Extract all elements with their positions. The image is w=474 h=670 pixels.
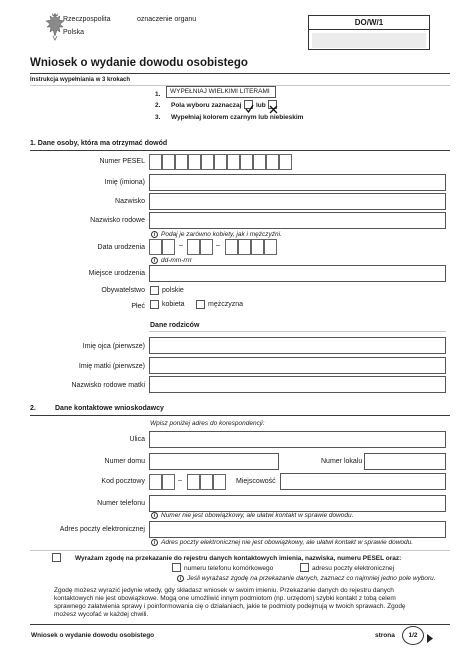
address-hint: Wpisz poniżej adres do korespondencji:: [150, 420, 265, 427]
info-icon: i: [151, 231, 158, 238]
birth-date-label: Data urodzenia: [97, 244, 145, 251]
family-name-hint: Podaj je zarówno kobiety, jak i mężczyźni.: [161, 231, 282, 238]
email-field[interactable]: [149, 521, 446, 538]
form-title: Wniosek o wydanie dowodu osobistego: [30, 57, 248, 69]
date-dash-1: –: [179, 242, 183, 249]
consent-email-label: adresu poczty elektronicznej: [312, 565, 395, 572]
consent-checkbox[interactable]: [52, 553, 61, 562]
email-hint: Adres poczty elektronicznej nie jest obowiązkowy, ale ułatwi kontakt w sprawie dowodu.: [161, 539, 414, 546]
house-number-field[interactable]: [149, 453, 279, 470]
example-cross-box: [268, 100, 277, 109]
postal-code-label: Kod pocztowy: [101, 478, 145, 485]
postal-code-field[interactable]: [149, 474, 239, 490]
citizenship-label: Obywatelstwo: [101, 287, 145, 294]
surname-field[interactable]: [149, 193, 446, 210]
section2-heading: Dane kontaktowe wnioskodawcy: [55, 405, 164, 412]
father-name-label: Imię ojca (pierwsze): [82, 343, 145, 350]
date-dash-2: –: [216, 242, 220, 249]
consent-phone-label: numeru telefonu komórkowego: [184, 565, 274, 572]
first-names-label: Imię (imiona): [104, 179, 145, 186]
street-field[interactable]: [149, 431, 446, 448]
house-number-label: Numer domu: [104, 458, 145, 465]
phone-hint: Numer nie jest obowiązkowy, ale ułatwi kontakt w sprawie dowodu.: [161, 512, 354, 519]
consent-paragraph-line2: kontaktowych nie jest obowiązkowe. Mogą one umożliwić innym podmiotom (np. urzędom) szybki kontakt z tobą celem: [54, 595, 396, 602]
father-name-field[interactable]: [149, 337, 446, 354]
first-names-field[interactable]: [149, 174, 446, 191]
pesel-field[interactable]: [149, 154, 292, 170]
flat-number-label: Numer lokalu: [321, 458, 363, 465]
phone-label: Numer telefonu: [97, 500, 145, 507]
step2-number: 2.: [155, 102, 161, 109]
birth-date-field[interactable]: [149, 239, 270, 255]
city-field[interactable]: [280, 473, 446, 490]
citizenship-polish-label: polskie: [162, 287, 184, 294]
street-label: Ulica: [129, 436, 145, 443]
info-icon: i: [151, 257, 158, 264]
city-label: Miejscowość: [236, 478, 276, 485]
step3-number: 3.: [155, 114, 161, 121]
step2-text: Pola wyboru zaznaczaj: [171, 102, 242, 109]
sex-label: Płeć: [131, 303, 145, 310]
consent-title: Wyrażam zgodę na przekazanie do rejestru danych kontaktowych imienia, nazwiska, numeru PESEL oraz:: [75, 555, 402, 562]
mother-name-label: Imię matki (pierwsze): [78, 363, 145, 370]
email-label: Adres poczty elektronicznej: [59, 526, 145, 533]
family-name-field[interactable]: [149, 212, 446, 229]
sex-female-checkbox[interactable]: [150, 300, 159, 309]
step1-text: WYPEŁNIAJ WIELKIMI LITERAMI: [170, 88, 270, 95]
consent-phone-checkbox[interactable]: [172, 563, 181, 572]
step1-text-box: [166, 86, 276, 98]
country-name-line2: Polska: [63, 29, 85, 36]
registration-field[interactable]: [312, 33, 426, 48]
info-icon: i: [151, 512, 158, 519]
step3-text: Wypełniaj kolorem czarnym lub niebieskim: [171, 114, 304, 121]
citizenship-polish-checkbox[interactable]: [150, 286, 159, 295]
flat-number-field[interactable]: [364, 453, 446, 470]
form-code: DO/W/1: [354, 18, 384, 27]
consent-paragraph-line4: możesz wycofać w każdej chwili.: [54, 611, 149, 618]
info-icon: i: [177, 575, 184, 582]
section2-number: 2.: [30, 405, 36, 412]
form-code-box: [308, 15, 430, 50]
pesel-label: Numer PESEL: [99, 158, 145, 165]
page-label: strona: [375, 632, 395, 639]
section1-heading: 1. Dane osoby, która ma otrzymać dowód: [30, 140, 168, 147]
country-name-line1: Rzeczpospolita: [63, 16, 111, 23]
consent-paragraph-line3: sprawnego załatwienia sprawy i poinformowania cię o działaniach, jakie te podmioty podejmują w twoich sprawach. Zgodę: [54, 603, 406, 610]
consent-email-checkbox[interactable]: [300, 563, 309, 572]
instructions-heading: Instrukcja wypełniania w 3 krokach: [30, 77, 131, 83]
example-checkmark-box: [244, 100, 253, 109]
family-name-label: Nazwisko rodowe: [90, 217, 145, 224]
sex-female-label: kobieta: [162, 301, 185, 308]
mother-family-name-label: Nazwisko rodowe matki: [71, 382, 145, 389]
birth-date-hint: dd-mm-rrrr: [161, 257, 193, 264]
consent-paragraph-line1: Zgodę możesz wyrazić jedynie wtedy, gdy składasz wniosek w swoim imieniu. Przekazanie danych do rejestru danych: [54, 587, 394, 594]
authority-label: oznaczenie organu: [137, 16, 197, 23]
sex-male-checkbox[interactable]: [196, 300, 205, 309]
authority-field[interactable]: [135, 27, 275, 44]
sex-male-label: mężczyzna: [208, 301, 244, 308]
surname-label: Nazwisko: [115, 198, 145, 205]
birth-place-field[interactable]: [149, 265, 446, 282]
page-number: 1/2: [408, 632, 418, 639]
step2-or: lub: [256, 102, 266, 109]
postal-dash: –: [178, 477, 182, 484]
info-icon: i: [151, 539, 158, 546]
step1-number: 1.: [155, 91, 161, 98]
footer-title: Wniosek o wydanie dowodu osobistego: [31, 632, 155, 639]
mother-name-field[interactable]: [149, 357, 446, 374]
page-number-badge: [402, 626, 424, 645]
parents-heading: Dane rodziców: [150, 322, 200, 329]
consent-hint: Jeśli wyrażasz zgodę na przekazanie danych, zaznacz co najmniej jedno pole wyboru.: [187, 575, 436, 582]
next-page-arrow-icon[interactable]: [427, 630, 433, 639]
phone-field[interactable]: [149, 495, 446, 512]
birth-place-label: Miejsce urodzenia: [88, 270, 145, 277]
mother-family-name-field[interactable]: [149, 376, 446, 393]
